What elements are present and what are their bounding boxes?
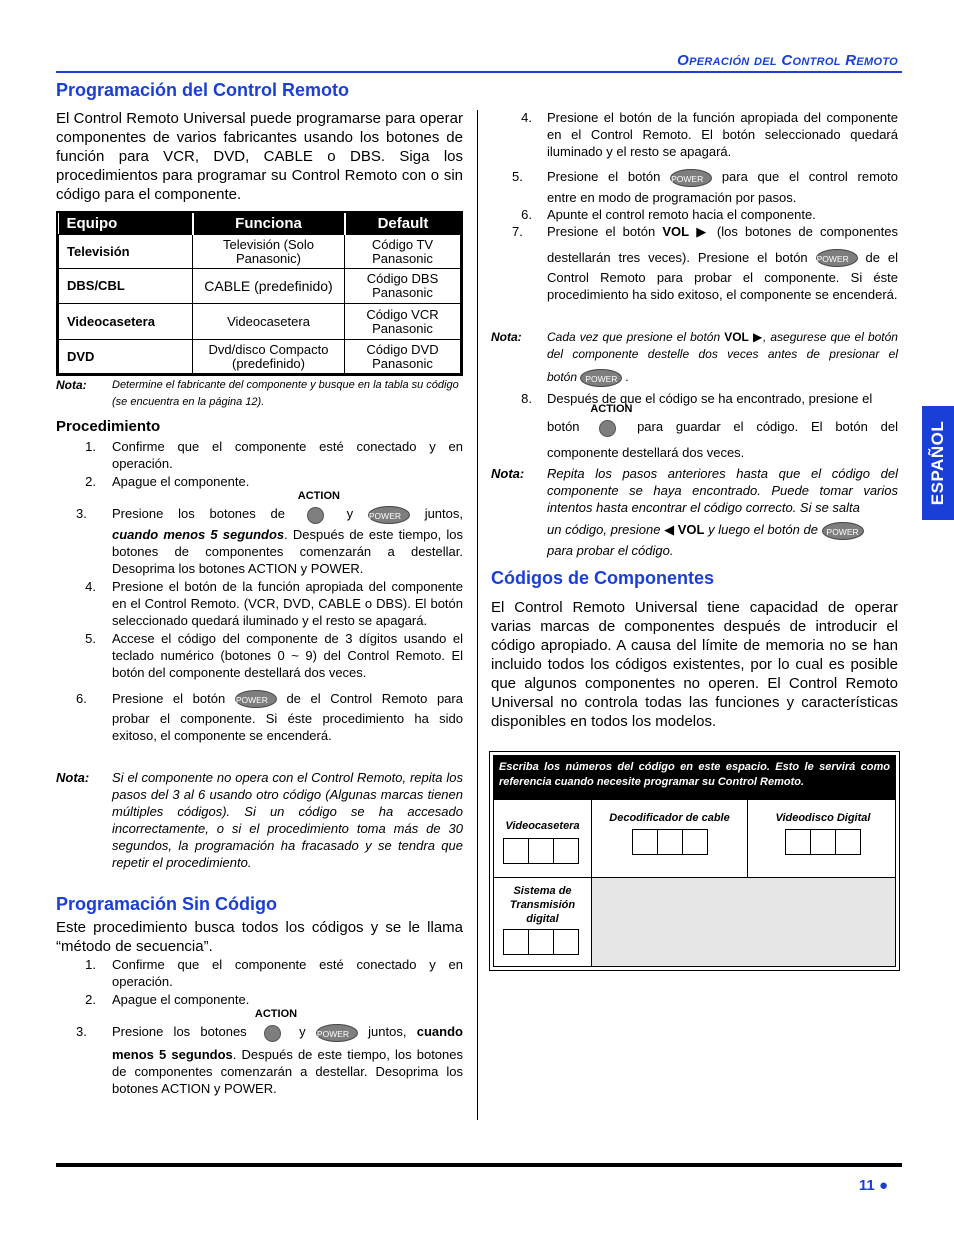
list-item bbox=[76, 489, 463, 524]
header-title: Operación del Control Remoto bbox=[677, 52, 898, 69]
nota-text: Repita los pasos anteriores hasta que el código del componente se haya encontrado. Puede tomar varios intentos hasta encontrar el código correcto. Si se salta un código, presione ◀ VOL y luego el botón de POWER para probar el código. bbox=[547, 466, 898, 558]
list-item-continuation bbox=[512, 249, 898, 268]
power-button-icon: POWER bbox=[368, 506, 410, 524]
section-intro: El Control Remoto Universal puede programarse para operar componentes de varios fabricantes usando los botones de función para VCR, DVD, CABLE o DBS. Siga los procedimientos para programar su Control Remoto con o sin código para el componente. bbox=[56, 110, 463, 203]
table-cell: Código DBS Panasonic bbox=[345, 269, 461, 304]
table-header-row bbox=[59, 213, 461, 235]
step-number: 1. bbox=[85, 957, 96, 972]
vol-label: VOL bbox=[662, 223, 690, 239]
power-button-icon: POWER bbox=[816, 249, 858, 267]
list-item-continuation bbox=[76, 710, 463, 744]
list-item-continuation bbox=[76, 526, 463, 577]
sistema-label: Sistema de Transmisión digital bbox=[509, 885, 576, 925]
vol-label: VOL bbox=[677, 522, 705, 537]
step-text: destellarán tres veces). Presione el botón bbox=[547, 249, 808, 265]
section-body: El Control Remoto Universal tiene capacidad de operar varias marcas de componentes después de introducir el código apropiado. A causa del límite de memoria no se han incluido todos los códigos existentes, por lo cual es posible que algunos componentes no operen. El Control Remoto Universal no controla todas las funciones y características disponibles en todos los modelos. bbox=[491, 599, 898, 730]
decodificador-code-boxes[interactable] bbox=[633, 829, 708, 855]
step-text: Accese el código del componente de 3 dígitos usando el teclado numérico (botones 0 ~ 9) del Control Remoto. El botón del componente destellará dos veces. bbox=[112, 630, 463, 680]
table-header: Equipo bbox=[59, 213, 193, 235]
step-list-right bbox=[512, 390, 898, 461]
list-item-continuation bbox=[512, 189, 898, 206]
step-text: . Después de este tiempo, los botones de componentes comenzarán a destellar. Desoprima los botones ACTION y POWER. bbox=[112, 526, 463, 576]
power-button-icon: POWER bbox=[670, 169, 712, 187]
step-text: juntos, bbox=[424, 506, 463, 521]
list-item bbox=[76, 578, 463, 629]
code-table-header: Escriba los números del código en este espacio. Esto le servirá como referencia cuando necesite programar su Control Remoto. bbox=[494, 756, 895, 798]
table-row bbox=[59, 304, 461, 340]
step-text: Apague el componente. bbox=[112, 992, 250, 1007]
list-item bbox=[76, 1007, 463, 1042]
nota-label: Nota: bbox=[56, 378, 87, 392]
table-cell: DVD bbox=[59, 340, 193, 374]
nota-text: Si el componente no opera con el Control Remoto, repita los pasos del 3 al 6 usando otro código (Algunas marcas tienen múltiples códigos). Si un código se ha accesado incorrectamente, o si el procedimiento toma más de 30 segundos, la programación ha fracasado y se tendra que repetir el procedimiento. bbox=[112, 770, 463, 870]
list-item bbox=[512, 168, 898, 187]
nota-label: Nota: bbox=[491, 330, 522, 344]
step-text: juntos, bbox=[368, 1024, 407, 1039]
table-cell: Videocasetera bbox=[193, 304, 345, 340]
vol-label: VOL bbox=[724, 330, 749, 344]
step-number: 5. bbox=[512, 169, 523, 184]
action-button-icon: ACTION bbox=[592, 419, 624, 437]
list-item bbox=[76, 956, 463, 990]
step-list bbox=[76, 438, 463, 744]
step-text: entre en modo de programación por pasos. bbox=[547, 189, 797, 205]
step-list-right bbox=[512, 109, 898, 303]
step-text: y bbox=[346, 506, 354, 521]
table-cell: CABLE (predefinido) bbox=[193, 269, 345, 304]
step-text: Apague el componente. bbox=[112, 474, 250, 489]
table-cell: Televisión (Solo Panasonic) bbox=[193, 235, 345, 269]
step-text: componente destellará dos veces. bbox=[547, 444, 745, 460]
procedimiento-heading: Procedimiento bbox=[56, 418, 161, 435]
step-text: y bbox=[299, 1024, 306, 1039]
section-title-sin-codigo: Programación Sin Código bbox=[56, 894, 278, 914]
step-number: 3. bbox=[76, 1024, 87, 1039]
nota-label: Nota: bbox=[491, 466, 525, 481]
step-emphasis: cuando menos 5 segundos bbox=[112, 526, 285, 542]
step-text: Presione los botones de bbox=[112, 506, 285, 521]
language-tab bbox=[922, 406, 954, 520]
table-cell: Código DVD Panasonic bbox=[345, 340, 461, 374]
step-emphasis: menos 5 segundos bbox=[112, 1046, 233, 1062]
step-number: 8. bbox=[521, 391, 532, 406]
table-row bbox=[59, 340, 461, 374]
step-number: 7. bbox=[512, 223, 523, 239]
step-text: Presione los botones bbox=[112, 1024, 247, 1039]
running-header bbox=[677, 52, 898, 69]
step-number: 1. bbox=[85, 439, 96, 454]
table-cell: Código TV Panasonic bbox=[345, 235, 461, 269]
equipment-table bbox=[56, 211, 463, 376]
step-text: (los botones de componentes bbox=[716, 223, 898, 239]
step-text: para guardar el código. El botón del bbox=[637, 419, 898, 434]
step-number: 6. bbox=[76, 690, 87, 706]
footer-rule bbox=[56, 1163, 902, 1167]
language-tab-label: ESPAÑOL bbox=[928, 420, 947, 506]
step-text: probar el componente. Si éste procedimiento ha sido exitoso, el componente se encenderá. bbox=[112, 711, 463, 744]
decodificador-label: Decodificador de cable bbox=[609, 812, 730, 824]
step-list bbox=[76, 956, 463, 1097]
step-text: de el Control Remoto para bbox=[286, 690, 463, 706]
nota-text: Determine el fabricante del componente y busque en la tabla su código (se encuentra en la página 12). bbox=[112, 379, 459, 408]
step-text: Presione el botón bbox=[547, 169, 661, 184]
videocasetera-code-boxes[interactable] bbox=[504, 838, 579, 864]
list-item-continuation bbox=[512, 269, 898, 303]
step-number: 4. bbox=[85, 578, 96, 594]
step-text: Presione el botón bbox=[112, 690, 226, 706]
list-item bbox=[76, 438, 463, 472]
table-row bbox=[59, 235, 461, 269]
left-arrow-icon: ◀ bbox=[664, 522, 675, 537]
step-text: botón bbox=[547, 419, 580, 434]
nota-label: Nota: bbox=[56, 770, 90, 785]
step-text: Control Remoto para probar el componente. Si éste procedimiento ha sido exitoso, el componente se encenderá. bbox=[547, 270, 898, 303]
column-divider bbox=[477, 110, 478, 1120]
step-number: 2. bbox=[85, 992, 96, 1007]
list-item bbox=[76, 473, 463, 490]
code-entry-table bbox=[489, 751, 900, 971]
table-cell: Videocasetera bbox=[59, 304, 193, 340]
list-item bbox=[512, 390, 898, 407]
nota-text: Cada vez que presione el botón VOL ▶, asegurese que el botón del componente destelle dos veces antes de presionar el botón POWER . bbox=[547, 329, 898, 387]
videocasetera-label: Videocasetera bbox=[505, 820, 580, 832]
step-number: 4. bbox=[521, 110, 532, 125]
step-text: Confirme que el componente esté conectado y en operación. bbox=[112, 957, 463, 989]
action-button-icon: ACTION bbox=[257, 1024, 289, 1042]
step-number: 2. bbox=[85, 474, 96, 489]
step-text: . Después de este tiempo, los botones de componentes comenzarán a destellar. Desoprima los botones ACTION y POWER. bbox=[112, 1046, 463, 1096]
step-text: Apunte el control remoto hacia el componente. bbox=[547, 206, 816, 222]
header-rule bbox=[56, 71, 902, 73]
bullet-icon: ● bbox=[878, 1177, 888, 1194]
step-number: 5. bbox=[85, 630, 96, 646]
list-item bbox=[76, 690, 463, 709]
step-text: para que el control remoto bbox=[721, 169, 898, 184]
sistema-code-boxes[interactable] bbox=[504, 929, 579, 955]
list-item bbox=[76, 630, 463, 681]
power-button-icon: POWER bbox=[580, 369, 622, 387]
step-text: Presione el botón de la función apropiada del componente en el Control Remoto. El botón seleccionado quedará iluminado y el resto se apagará. bbox=[547, 110, 898, 159]
action-button-icon: ACTION bbox=[300, 506, 332, 524]
right-arrow-icon: ▶ bbox=[696, 223, 710, 239]
table-cell: DBS/CBL bbox=[59, 269, 193, 304]
step-number: 6. bbox=[521, 206, 532, 222]
step-text: Confirme que el componente esté conectado y en operación. bbox=[112, 439, 463, 471]
videodisco-label: Videodisco Digital bbox=[775, 812, 871, 824]
power-button-icon: POWER bbox=[316, 1024, 358, 1042]
step-emphasis: cuando bbox=[416, 1024, 463, 1039]
page-number: 11 ● bbox=[858, 1177, 888, 1194]
table-header: Funciona bbox=[193, 213, 345, 235]
table-header: Default bbox=[345, 213, 461, 235]
step-number: 3. bbox=[76, 506, 87, 521]
section-title-programacion: Programación del Control Remoto bbox=[56, 80, 350, 100]
section-intro: Este procedimiento busca todos los códigos y se le llama “método de secuencia”. bbox=[56, 919, 463, 955]
table-cell: Televisión bbox=[59, 235, 193, 269]
table-cell: Código VCR Panasonic bbox=[345, 304, 461, 340]
right-arrow-icon: ▶ bbox=[752, 330, 763, 344]
step-text: Presione el botón de la función apropiada del componente en el Control Remoto. (VCR, DVD, CABLE o DBS). El botón seleccionado quedará iluminado y el resto se apagará. bbox=[112, 578, 463, 628]
table-row bbox=[59, 269, 461, 304]
step-text: Después de que el código se ha encontrado, presione el bbox=[547, 391, 873, 406]
step-text: Presione el botón bbox=[547, 223, 656, 239]
power-button-icon: POWER bbox=[822, 522, 864, 540]
section-title-codigos: Códigos de Componentes bbox=[491, 568, 715, 588]
table-cell: Dvd/disco Compacto (predefinido) bbox=[193, 340, 345, 374]
list-item bbox=[512, 206, 898, 223]
list-item bbox=[512, 109, 898, 160]
power-button-icon: POWER bbox=[235, 690, 277, 708]
list-item bbox=[512, 223, 898, 240]
list-item-continuation bbox=[512, 444, 898, 461]
videodisco-code-boxes[interactable] bbox=[786, 829, 861, 855]
list-item-continuation bbox=[76, 1046, 463, 1097]
step-text: de el bbox=[865, 249, 899, 265]
list-item-continuation bbox=[512, 402, 898, 437]
